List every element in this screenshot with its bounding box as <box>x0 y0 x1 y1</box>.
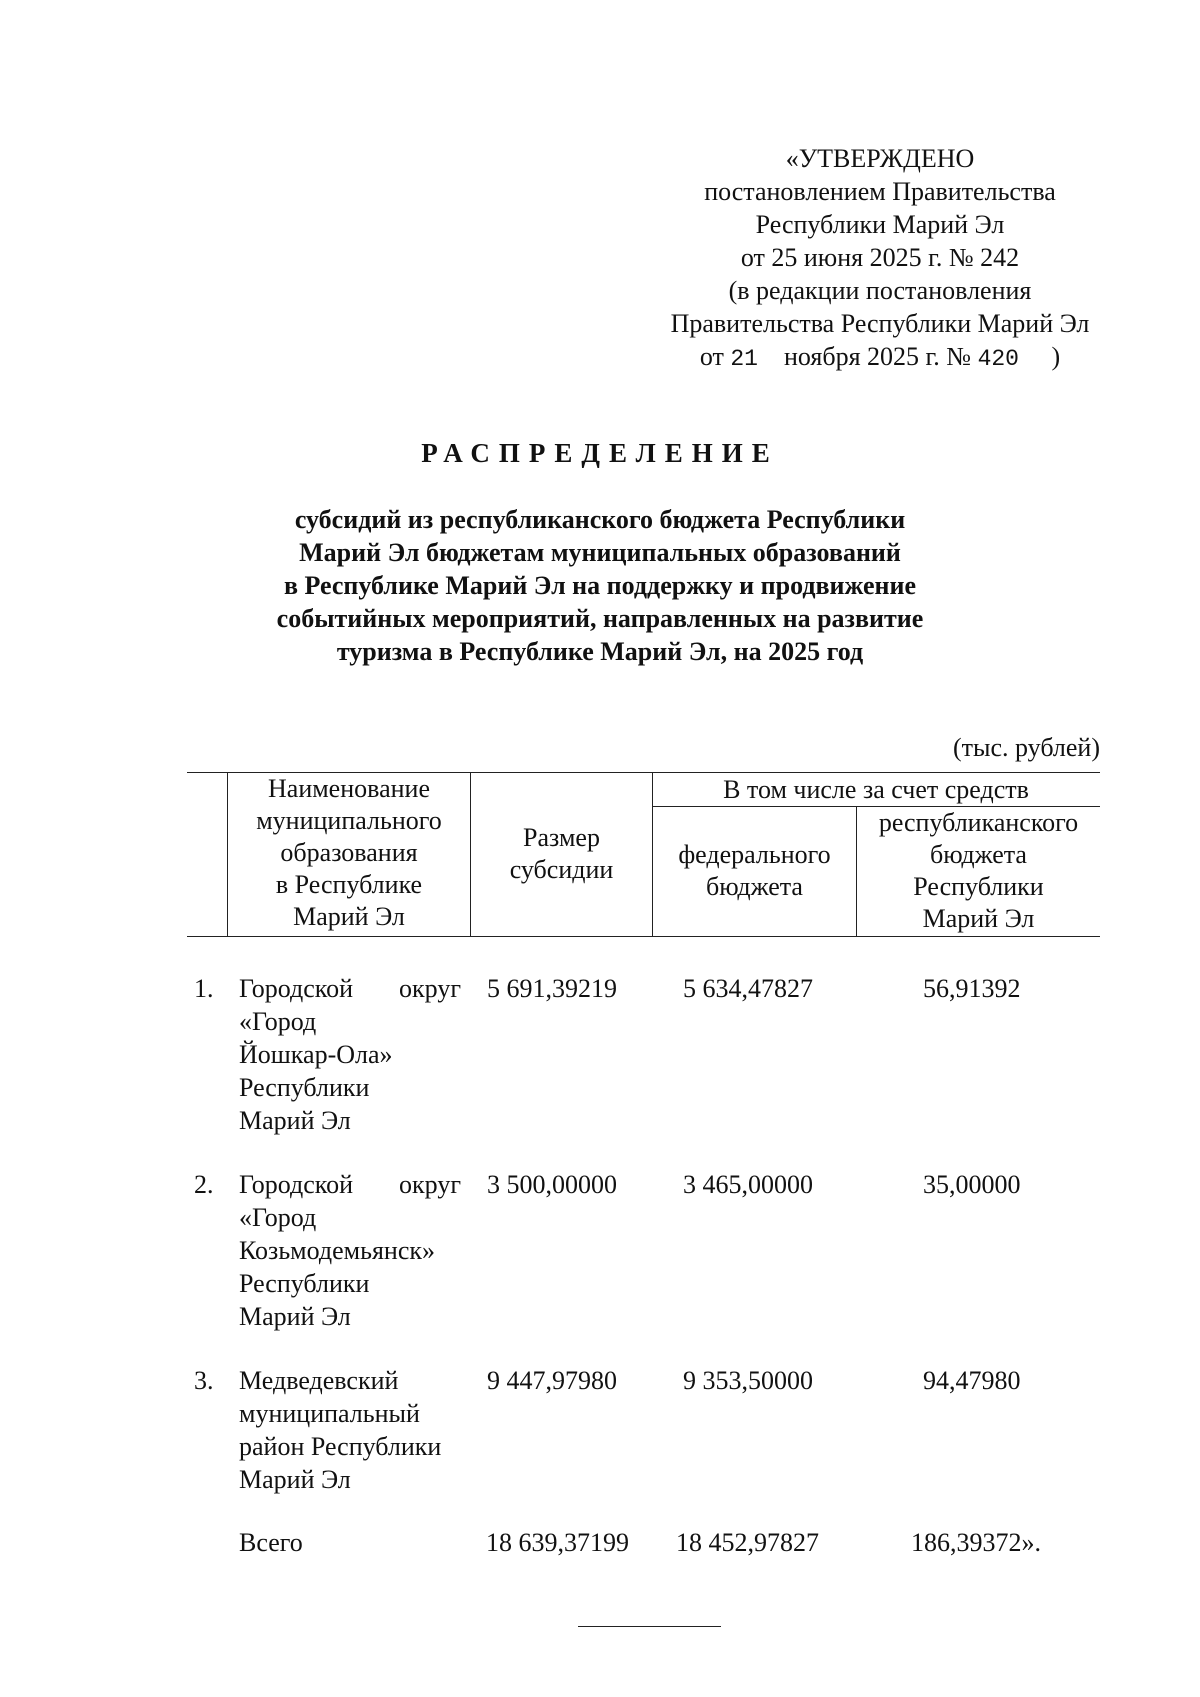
row-federal: 3 465,00000 <box>683 1170 813 1199</box>
total-republic: 186,39372». <box>911 1528 1041 1557</box>
approval-line: от 25 июня 2025 г. № 242 <box>740 243 1020 272</box>
subtitle-line: туризма в Республике Марий Эл, на 2025 год <box>336 637 864 666</box>
approval-number: 420 <box>977 346 1019 372</box>
subtitle-line: субсидий из республиканского бюджета Республики <box>294 505 906 534</box>
header-name-line: муниципального <box>256 806 442 835</box>
row-republic: 35,00000 <box>923 1170 1021 1199</box>
header-republic-line: Марий Эл <box>922 904 1035 933</box>
row-name-first-line <box>239 1168 461 1201</box>
row-amount: 3 500,00000 <box>487 1170 617 1199</box>
row-name-line: Республики <box>239 1269 370 1298</box>
approval-line: (в редакции постановления <box>728 276 1032 305</box>
row-name-line: «Город <box>239 1203 317 1232</box>
header-name-line: Марий Эл <box>293 902 405 931</box>
row-name-word: Городской <box>239 974 353 1003</box>
row-name-line: Козьмодемьянск» <box>239 1236 436 1265</box>
approval-month-number: ноября 2025 г. № <box>783 342 972 371</box>
row-name <box>239 1364 441 1496</box>
row-federal: 9 353,50000 <box>683 1366 813 1395</box>
row-name <box>239 1168 461 1333</box>
total-federal: 18 452,97827 <box>676 1528 819 1557</box>
row-federal: 5 634,47827 <box>683 974 813 1003</box>
row-republic: 94,47980 <box>923 1366 1021 1395</box>
row-name-line: район Республики <box>239 1432 442 1461</box>
header-republic-line: республиканского <box>878 808 1079 837</box>
header-name-line: в Республике <box>275 870 423 899</box>
header-federal-line: бюджета <box>706 872 803 901</box>
row-name <box>239 972 461 1137</box>
header-republic-line: Республики <box>913 872 1044 901</box>
header-federal <box>653 839 856 903</box>
end-separator-line <box>578 1626 721 1627</box>
approval-last-line <box>640 340 1120 376</box>
subtitle-line: в Республике Марий Эл на поддержку и продвижение <box>283 571 917 600</box>
approval-last-prefix: от <box>699 342 724 371</box>
header-group: В том числе за счет средств <box>723 775 1029 804</box>
header-amount-line: Размер <box>523 823 600 852</box>
row-name-word: округ <box>399 974 461 1003</box>
row-name-line: Марий Эл <box>239 1465 351 1494</box>
approval-day: 21 <box>730 346 758 372</box>
header-amount <box>471 822 652 886</box>
header-republic-line: бюджета <box>930 840 1027 869</box>
row-name-line: Республики <box>239 1073 370 1102</box>
approval-close-paren: ) <box>1051 342 1061 371</box>
row-name-line: Марий Эл <box>239 1302 351 1331</box>
total-amount: 18 639,37199 <box>486 1528 629 1557</box>
row-name-line: муниципальный <box>239 1399 420 1428</box>
row-number: 2. <box>194 1170 214 1199</box>
row-name-line: Марий Эл <box>239 1106 351 1135</box>
header-name-line: образования <box>280 838 418 867</box>
row-name-word: округ <box>399 1170 461 1199</box>
row-name-word: Городской <box>239 1170 353 1199</box>
total-label: Всего <box>239 1528 303 1557</box>
header-federal-line: федерального <box>678 840 831 869</box>
header-amount-line: субсидии <box>509 855 614 884</box>
row-amount: 9 447,97980 <box>487 1366 617 1395</box>
row-number: 3. <box>194 1366 214 1395</box>
approval-block <box>640 142 1120 376</box>
document-subtitle <box>240 503 960 668</box>
header-republic <box>857 807 1100 935</box>
approval-line: Правительства Республики Марий Эл <box>670 309 1090 338</box>
row-amount: 5 691,39219 <box>487 974 617 1003</box>
document-title: РАСПРЕДЕЛЕНИЕ <box>421 438 779 468</box>
table-header-bottom-border <box>187 936 1100 937</box>
row-name-first-line <box>239 972 461 1005</box>
header-name <box>228 773 470 933</box>
row-republic: 56,91392 <box>923 974 1021 1003</box>
row-name-line: Йошкар-Ола» <box>239 1040 393 1069</box>
approval-line: «УТВЕРЖДЕНО <box>785 144 975 173</box>
unit-label: (тыс. рублей) <box>952 733 1100 762</box>
approval-line: Республики Марий Эл <box>755 210 1005 239</box>
row-number: 1. <box>194 974 214 1003</box>
approval-line: постановлением Правительства <box>704 177 1056 206</box>
subtitle-line: Марий Эл бюджетам муниципальных образований <box>299 538 901 567</box>
row-name-line: «Город <box>239 1007 317 1036</box>
subtitle-line: событийных мероприятий, направленных на развитие <box>276 604 924 633</box>
header-name-line: Наименование <box>268 774 430 803</box>
row-name-line: Медведевский <box>239 1366 399 1395</box>
